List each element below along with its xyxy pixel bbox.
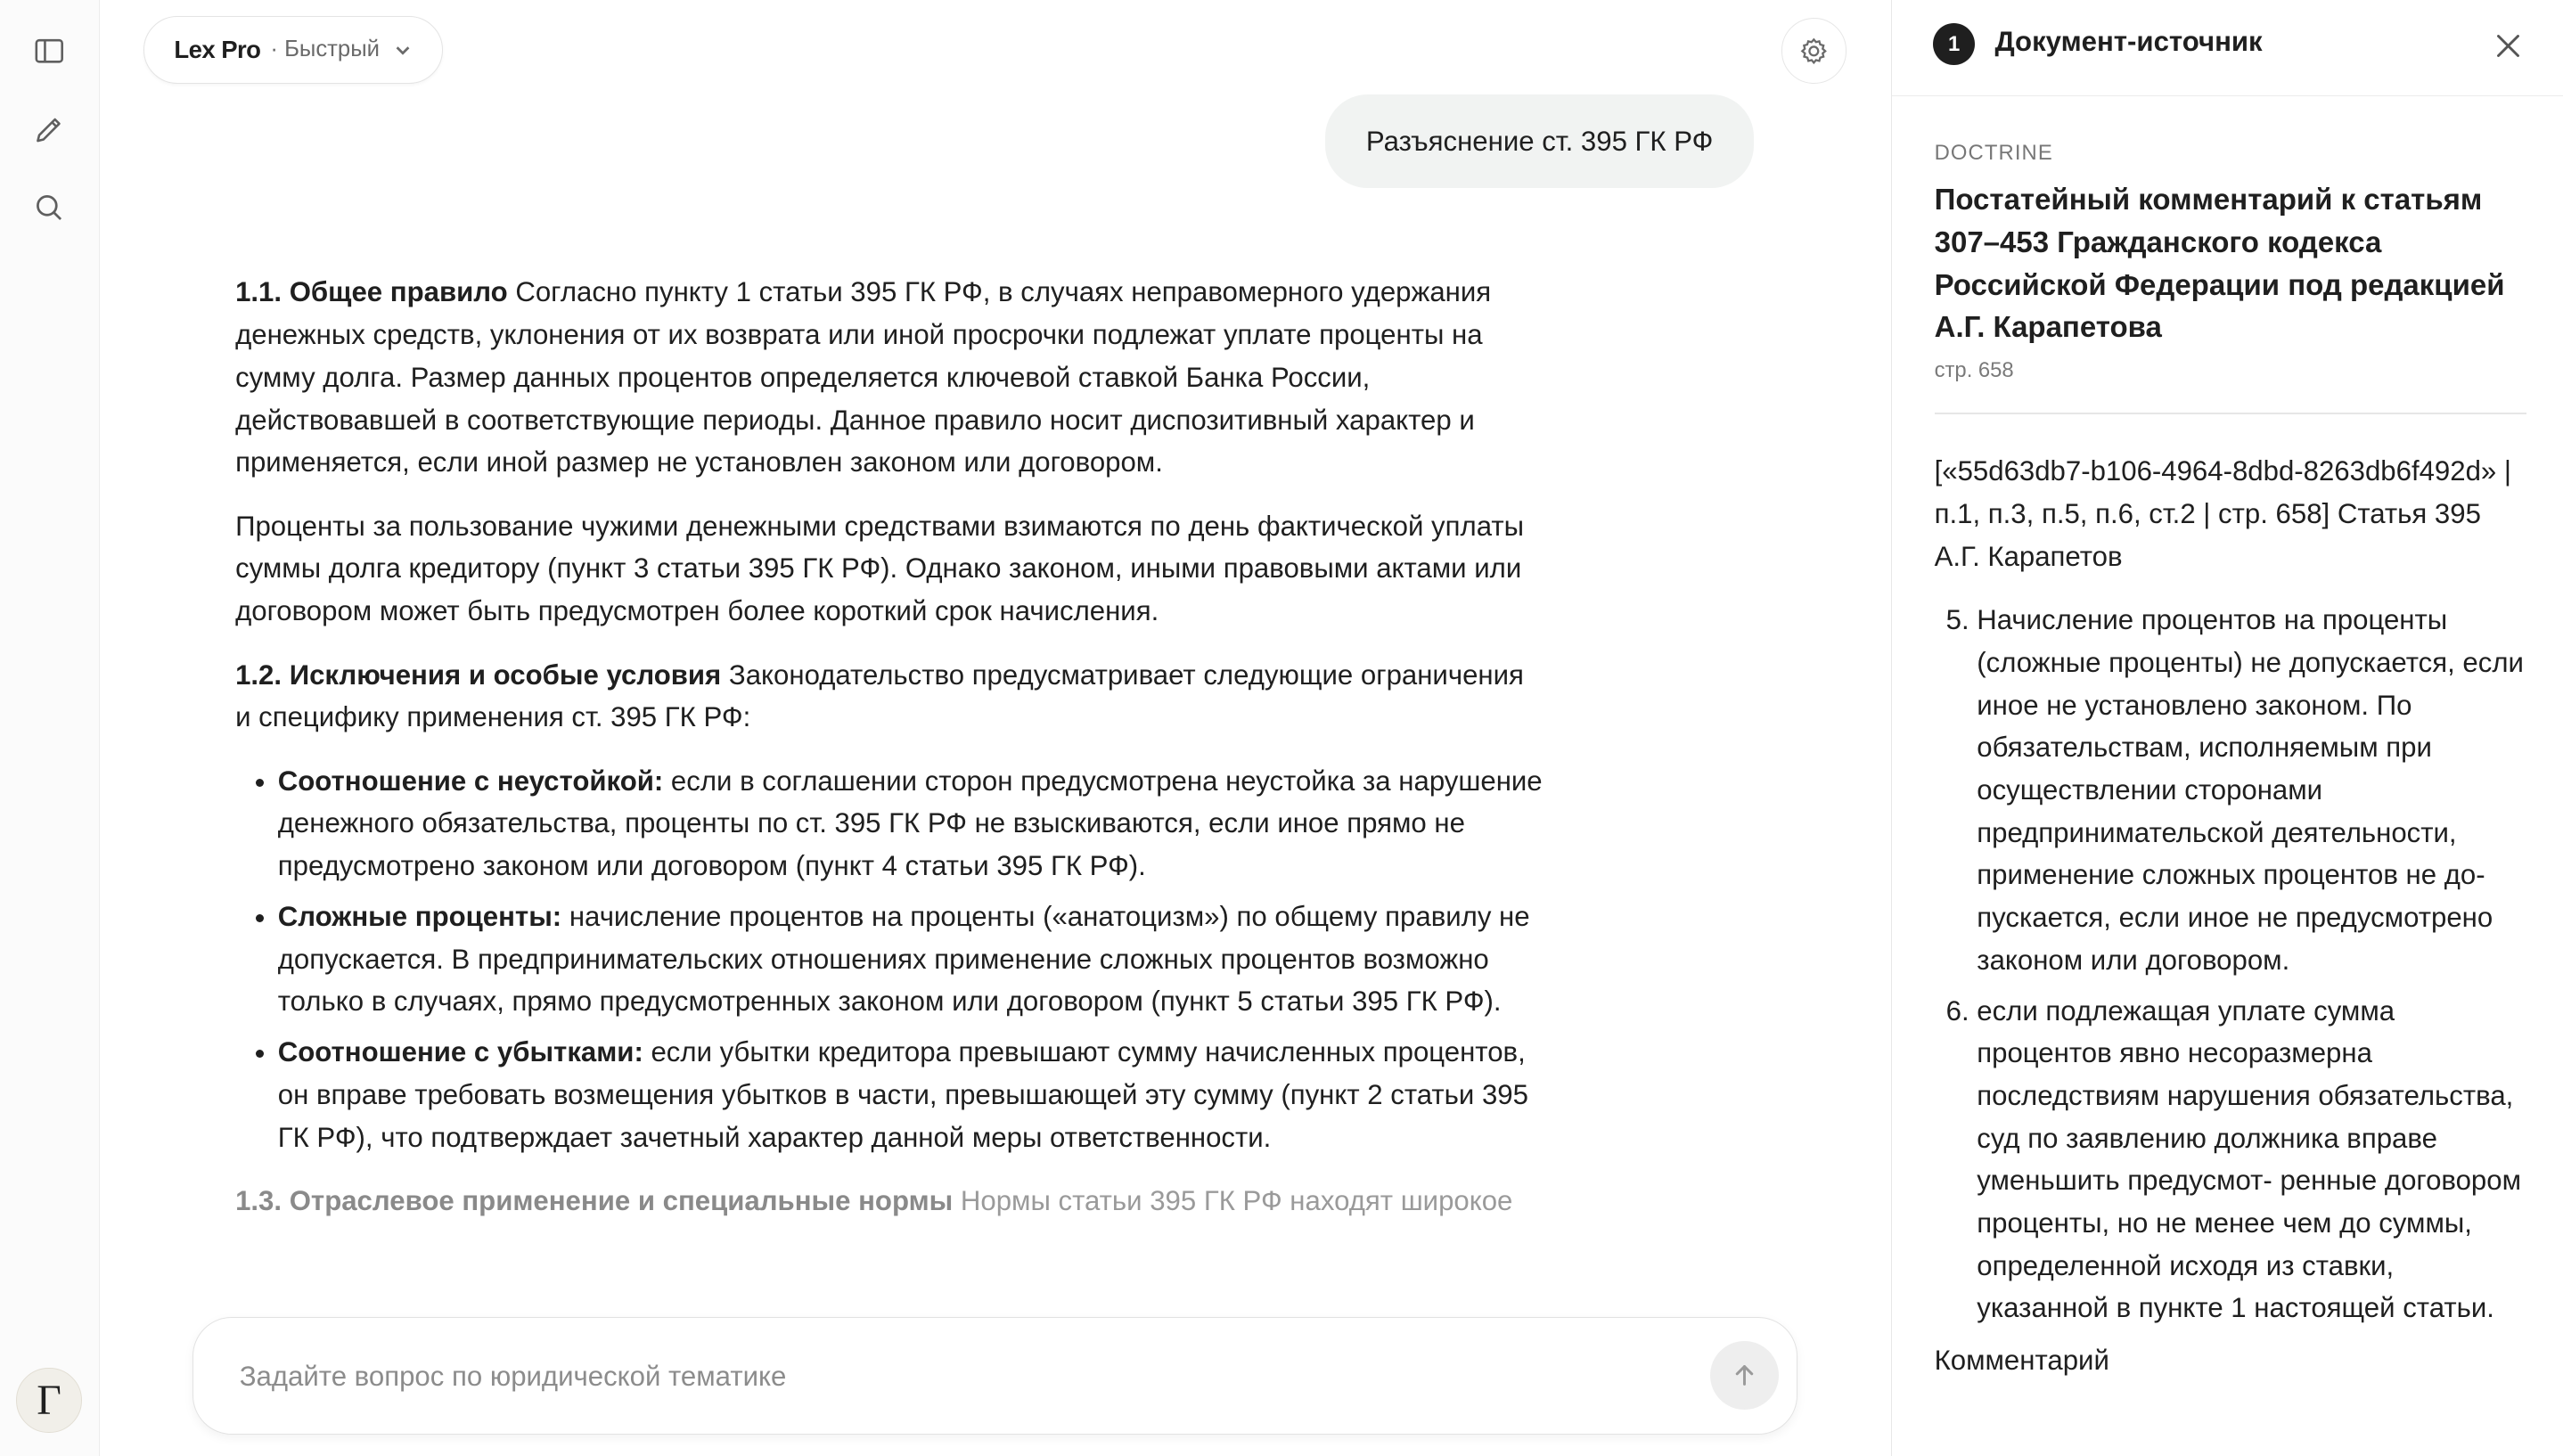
answer-list xyxy=(235,760,1543,1159)
citation-badge: 1 xyxy=(1933,23,1976,66)
model-selector[interactable] xyxy=(143,16,442,83)
avatar[interactable]: Γ xyxy=(16,1368,81,1433)
model-name: Lex Pro xyxy=(174,35,261,63)
source-panel xyxy=(1891,0,2563,1456)
composer-fade xyxy=(100,1258,1891,1323)
close-icon xyxy=(2493,31,2523,61)
send-button[interactable] xyxy=(1710,1341,1779,1410)
divider xyxy=(1935,413,2526,414)
list-item xyxy=(278,1031,1544,1158)
new-chat-button[interactable] xyxy=(25,104,74,153)
message-input[interactable] xyxy=(236,1354,1642,1400)
list-item-text: если убытки кредитора превышают сумму начисленных процентов, он вправе требовать возмещения убытков в части, превышающей эту сумму (пункт 2 статьи 395 ГК РФ), что подтверждает зачетный характер данной меры ответственности. xyxy=(277,1036,1528,1153)
answer-paragraph xyxy=(235,654,1543,739)
source-footer: Комментарий xyxy=(1934,1345,2109,1377)
pencil-icon xyxy=(32,112,67,147)
source-page: стр. 658 xyxy=(1934,358,2014,383)
arrow-up-icon xyxy=(1730,1361,1759,1390)
list-item-heading: Сложные проценты: xyxy=(277,901,562,933)
list-item-text: если в соглашении сторон предусмотрена неустойка за нарушение денежного обязательства, проценты по ст. 395 ГК РФ не взыскиваются, если иное прямо не предусмотрено законом или договором (пункт 4 статьи 395 ГК РФ). xyxy=(277,765,1543,882)
answer-heading: 1.2. Исключения и особые условия xyxy=(235,658,722,691)
answer-paragraph xyxy=(235,1180,1543,1223)
answer-paragraph: Проценты за пользование чужими денежными средствами взимаются по день фактической уплаты суммы долга кредитору (пункт 3 статьи 395 ГК РФ). Однако законом, иными правовыми актами или договором может быть предусмотрен более короткий срок начисления. xyxy=(235,510,1524,627)
list-item xyxy=(278,760,1544,888)
source-title: Постатейный комментарий к статьям 307–453 Гражданского кодекса Российской Федерации под редакцией А.Г. Карапетова xyxy=(1934,183,2505,344)
chat-area xyxy=(100,0,1891,1456)
panel-body xyxy=(1935,141,2526,1382)
sidebar-toggle-icon xyxy=(32,34,67,69)
source-reference: [«55d63db7-b106-4964-8dbd-8263db6f492d» | п.1, п.3, п.5, п.6, ст.2 | стр. 658] Статья 395 А.Г. Карапетов xyxy=(1934,455,2511,572)
settings-button[interactable] xyxy=(1781,18,1847,83)
list-item-heading: Соотношение с убытками: xyxy=(277,1036,643,1068)
gear-icon xyxy=(1797,35,1830,68)
answer-paragraph xyxy=(235,271,1543,483)
model-mode: · Быстрый xyxy=(270,37,380,62)
left-rail xyxy=(0,0,100,1456)
list-item-heading: Соотношение с неустойкой: xyxy=(277,765,664,797)
list-item-text: начисление процентов на проценты («анатоцизм») по общему правилу не допускается. В предпринимательских отношениях применение сложных процентов возможно только в случаях, прямо предусмотренных законом или договором (пункт 5 статьи 395 ГК РФ). xyxy=(277,901,1530,1018)
source-excerpt-list xyxy=(1935,599,2526,1329)
close-panel-button[interactable] xyxy=(2487,25,2530,68)
list-item: 6. если подлежащая уплате сумма процентов явно несоразмерна последствиям нарушения обязательства, суд по заявлению должника вправе уменьшить предусмот- ренные договором проценты, но не менее чем до суммы, определенной исходя из ставки, указанной в пункте 1 настоящей статьи. xyxy=(1977,990,2526,1330)
list-item: 5. Начисление процентов на проценты (сложные проценты) не допускается, если иное не установлено законом. По обязательствам, исполняемым при осуществлении сторонами предпринимательской деятельности, применение сложных процентов не до-пускается, если иное не предусмотрено законом или договором. xyxy=(1977,599,2526,981)
answer-text: Нормы статьи 395 ГК РФ находят широкое xyxy=(953,1185,1513,1217)
panel-title: Документ-источник xyxy=(1994,26,2263,58)
answer-heading: 1.3. Отраслевое применение и специальные нормы xyxy=(235,1185,954,1217)
panel-header xyxy=(1892,0,2563,96)
search-button[interactable] xyxy=(25,183,74,232)
answer-heading: 1.1. Общее правило xyxy=(235,276,508,308)
composer xyxy=(192,1317,1797,1435)
chevron-down-icon xyxy=(393,40,413,60)
source-type: DOCTRINE xyxy=(1934,140,2053,165)
answer-text: Законодательство предусматривает следующие ограничения и специфику применения ст. 395 ГК РФ: xyxy=(235,658,1524,733)
assistant-answer xyxy=(235,271,1543,1243)
search-icon xyxy=(32,191,67,225)
sidebar-toggle-button[interactable] xyxy=(25,26,74,75)
user-message: Разъяснение ст. 395 ГК РФ xyxy=(1325,94,1754,188)
list-item xyxy=(278,896,1544,1023)
answer-text: Согласно пункту 1 статьи 395 ГК РФ, в случаях неправомерного удержания денежных средств, уклонения от их возврата или иной просрочки подлежат уплате проценты на сумму долга. Размер данных процентов определяется ключевой ставкой Банка России, действовавшей в соответствующие периоды. Данное правило носит диспозитивный характер и применяется, если иной размер не установлен законом или договором. xyxy=(235,276,1492,479)
